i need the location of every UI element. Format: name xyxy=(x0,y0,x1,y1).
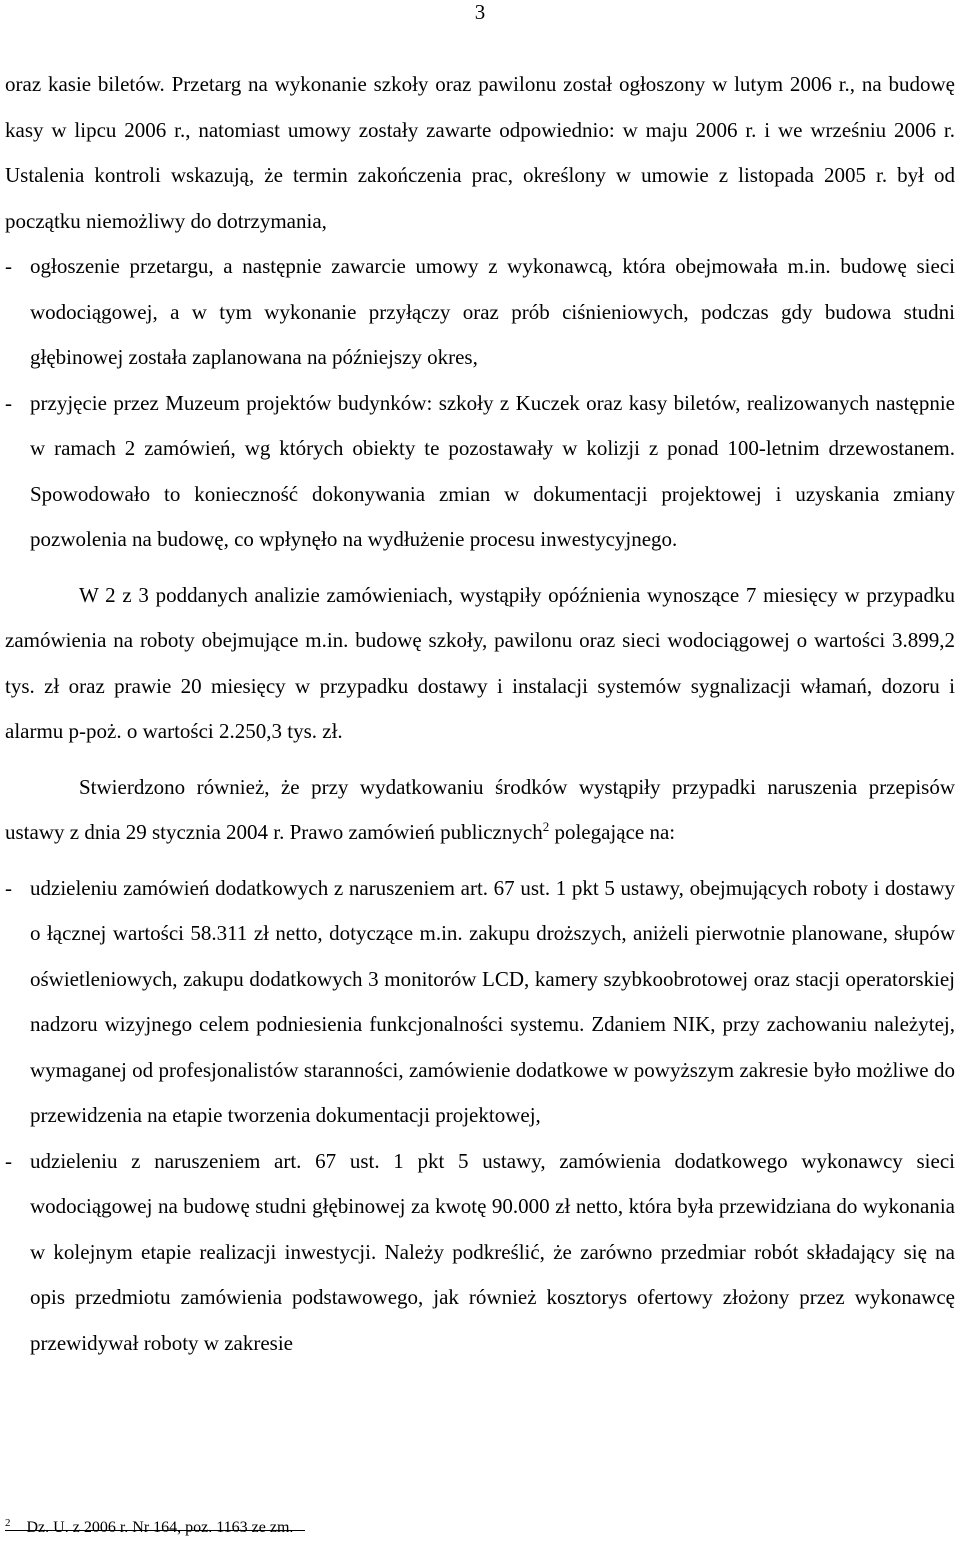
paragraph-continuation: oraz kasie biletów. Przetarg na wykonanie szkoły oraz pawilonu został ogłoszony w lutym 2006 r., na budowę kasy w lipcu 2006 r., natomiast umowy zostały zawarte odpowiednio: w maju 2006 r. i we wrześniu 2006 r. Ustalenia kontroli wskazują, że termin zakończenia prac, określony w umowie z listopada 2005 r. był od początku niemożliwy do dotrzymania, xyxy=(5,72,955,233)
list-item xyxy=(5,1139,955,1367)
list-item xyxy=(5,866,955,1139)
list-item xyxy=(5,244,955,381)
bullet-dash: - xyxy=(5,1148,12,1173)
footnote-text: Dz. U. z 2006 r. Nr 164, poz. 1163 ze zm. xyxy=(26,1519,294,1536)
paragraph-text: Stwierdzono również, że przy wydatkowaniu środków wystąpiły przypadki naruszenia przepisów ustawy z dnia 29 stycznia 2004 r. Prawo zamówień publicznych xyxy=(5,774,955,844)
page-number: 3 xyxy=(474,0,486,24)
footnote-mark: 2 xyxy=(5,1516,11,1529)
bullet-dash: - xyxy=(5,254,12,278)
paragraph-text-end: polegające na: xyxy=(549,820,676,844)
paragraph-delays: W 2 z 3 poddanych analizie zamówieniach, wystąpiły opóźnienia wynoszące 7 miesięcy w przypadku zamówienia na roboty obejmujące m.in. budowę szkoły, pawilonu oraz sieci wodociągowej o wartości 3.899,2 tys. zł oraz prawie 20 miesięcy w przypadku dostawy i instalacji systemów sygnalizacji włamań, dozoru i alarmu p-poż. o wartości 2.250,3 tys. zł. xyxy=(5,582,955,743)
list-item-text: przyjęcie przez Muzeum projektów budynków: szkoły z Kuczek oraz kasy biletów, realizowanych następnie w ramach 2 zamówień, wg których obiekty te pozostawały w kolizji z ponad 100-letnim drzewostanem. Spowodowało to konieczność dokonywania zmian w dokumentacji projektowej i uzyskania zmiany pozwolenia na budowę, co wpłynęło na wydłużenie procesu inwestycyjnego. xyxy=(30,390,955,551)
list-item-text: udzieleniu zamówień dodatkowych z naruszeniem art. 67 ust. 1 pkt 5 ustawy, obejmujących roboty i dostawy o łącznej wartości 58.311 zł netto, dotyczące m.in. zakupu droższych, aniżeli pierwotnie planowane, słupów oświetleniowych, zakupu dodatkowych 3 monitorów LCD, kamery szybkoobrotowej oraz stacji operatorskiej nadzoru wizyjnego celem podniesienia funkcjonalności systemu. Zdaniem NIK, przy zachowaniu należytej, wymaganej od profesjonalistów staranności, zamówienie dodatkowe w powyższym zakresie było możliwe do przewidzenia na etapie tworzenia dokumentacji projektowej, xyxy=(30,875,955,1127)
bullet-dash: - xyxy=(5,390,12,415)
list-item xyxy=(5,381,955,563)
list-item-text: ogłoszenie przetargu, a następnie zawarcie umowy z wykonawcą, która obejmowała m.in. budowę sieci wodociągowej, a w tym wykonanie przyłączy oraz prób ciśnieniowych, podczas gdy budowa studni głębinowej została zaplanowana na późniejszy okres, xyxy=(30,254,955,369)
footnote-reference[interactable]: 2 xyxy=(542,819,550,834)
paragraph-violations xyxy=(5,765,955,856)
document-body xyxy=(5,62,955,1366)
bullet-dash: - xyxy=(5,875,12,900)
list-item-text: udzieleniu z naruszeniem art. 67 ust. 1 pkt 5 ustawy, zamówienia dodatkowego wykonawcy sieci wodociągowej na budowę studni głębinowej za kwotę 90.000 zł netto, która była przewidziana do wykonania w kolejnym etapie realizacji inwestycji. Należy podkreślić, że zarówno przedmiar robót składający się na opis przedmiotu zamówienia podstawowego, jak również kosztorys ofertowy złożony przez wykonawcę przewidywał roboty w zakresie xyxy=(30,1148,955,1355)
footnote xyxy=(5,1518,605,1538)
